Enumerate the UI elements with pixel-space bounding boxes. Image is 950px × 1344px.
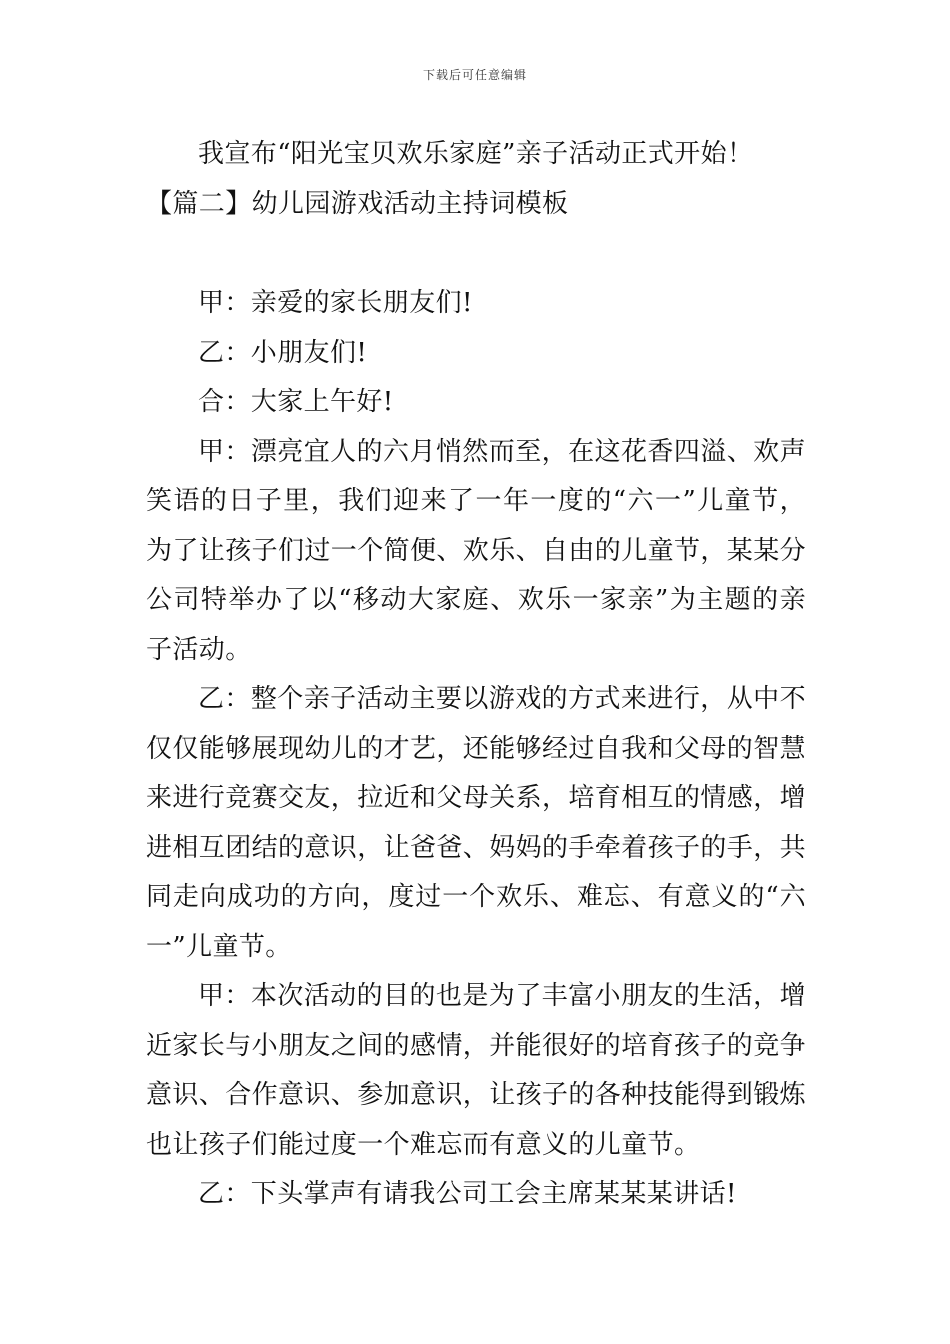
paragraph-spacer — [146, 229, 806, 279]
dialogue-paragraph: 乙：整个亲子活动主要以游戏的方式来进行，从中不仅仅能够展现幼儿的才艺，还能够经过自我和父母的智慧来进行竞赛交友，拉近和父母关系，培育相互的情感，增进相互团结的意识，让爸爸、妈妈的手牵着孩子的手，共同走向成功的方向，度过一个欢乐、难忘、有意义的“六一”儿童节。 — [146, 684, 807, 962]
document-body — [146, 130, 806, 1220]
page-header-note: 下载后可任意编辑 — [422, 68, 527, 82]
dialogue-paragraph: 合：大家上午好! — [198, 387, 394, 417]
dialogue-paragraph: 乙：下头掌声有请我公司工会主席某某某讲话! — [198, 1179, 737, 1209]
section-heading: 【篇二】幼儿园游戏活动主持词模板 — [146, 188, 569, 219]
dialogue-paragraph: 甲：本次活动的目的也是为了丰富小朋友的生活，增近家长与小朋友之间的感情，并能很好的培育孩子的竞争意识、合作意识、参加意识，让孩子的各种技能得到锻炼也让孩子们能过度一个难忘而有意义的儿童节。 — [146, 981, 807, 1160]
opening-line: 我宣布“阳光宝贝欢乐家庭”亲子活动正式开始！ — [198, 139, 754, 169]
dialogue-paragraph: 乙：小朋友们! — [198, 337, 368, 368]
dialogue-paragraph: 甲：漂亮宜人的六月悄然而至，在这花香四溢、欢声笑语的日子里，我们迎来了一年一度的“六一”儿童节，为了让孩子们过一个简便、欢乐、自由的儿童节，某某分公司特举办了以“移动大家庭、欢乐一家亲”为主题的亲子活动。 — [146, 436, 807, 665]
dialogue-paragraph: 甲：亲爱的家长朋友们! — [198, 288, 473, 318]
